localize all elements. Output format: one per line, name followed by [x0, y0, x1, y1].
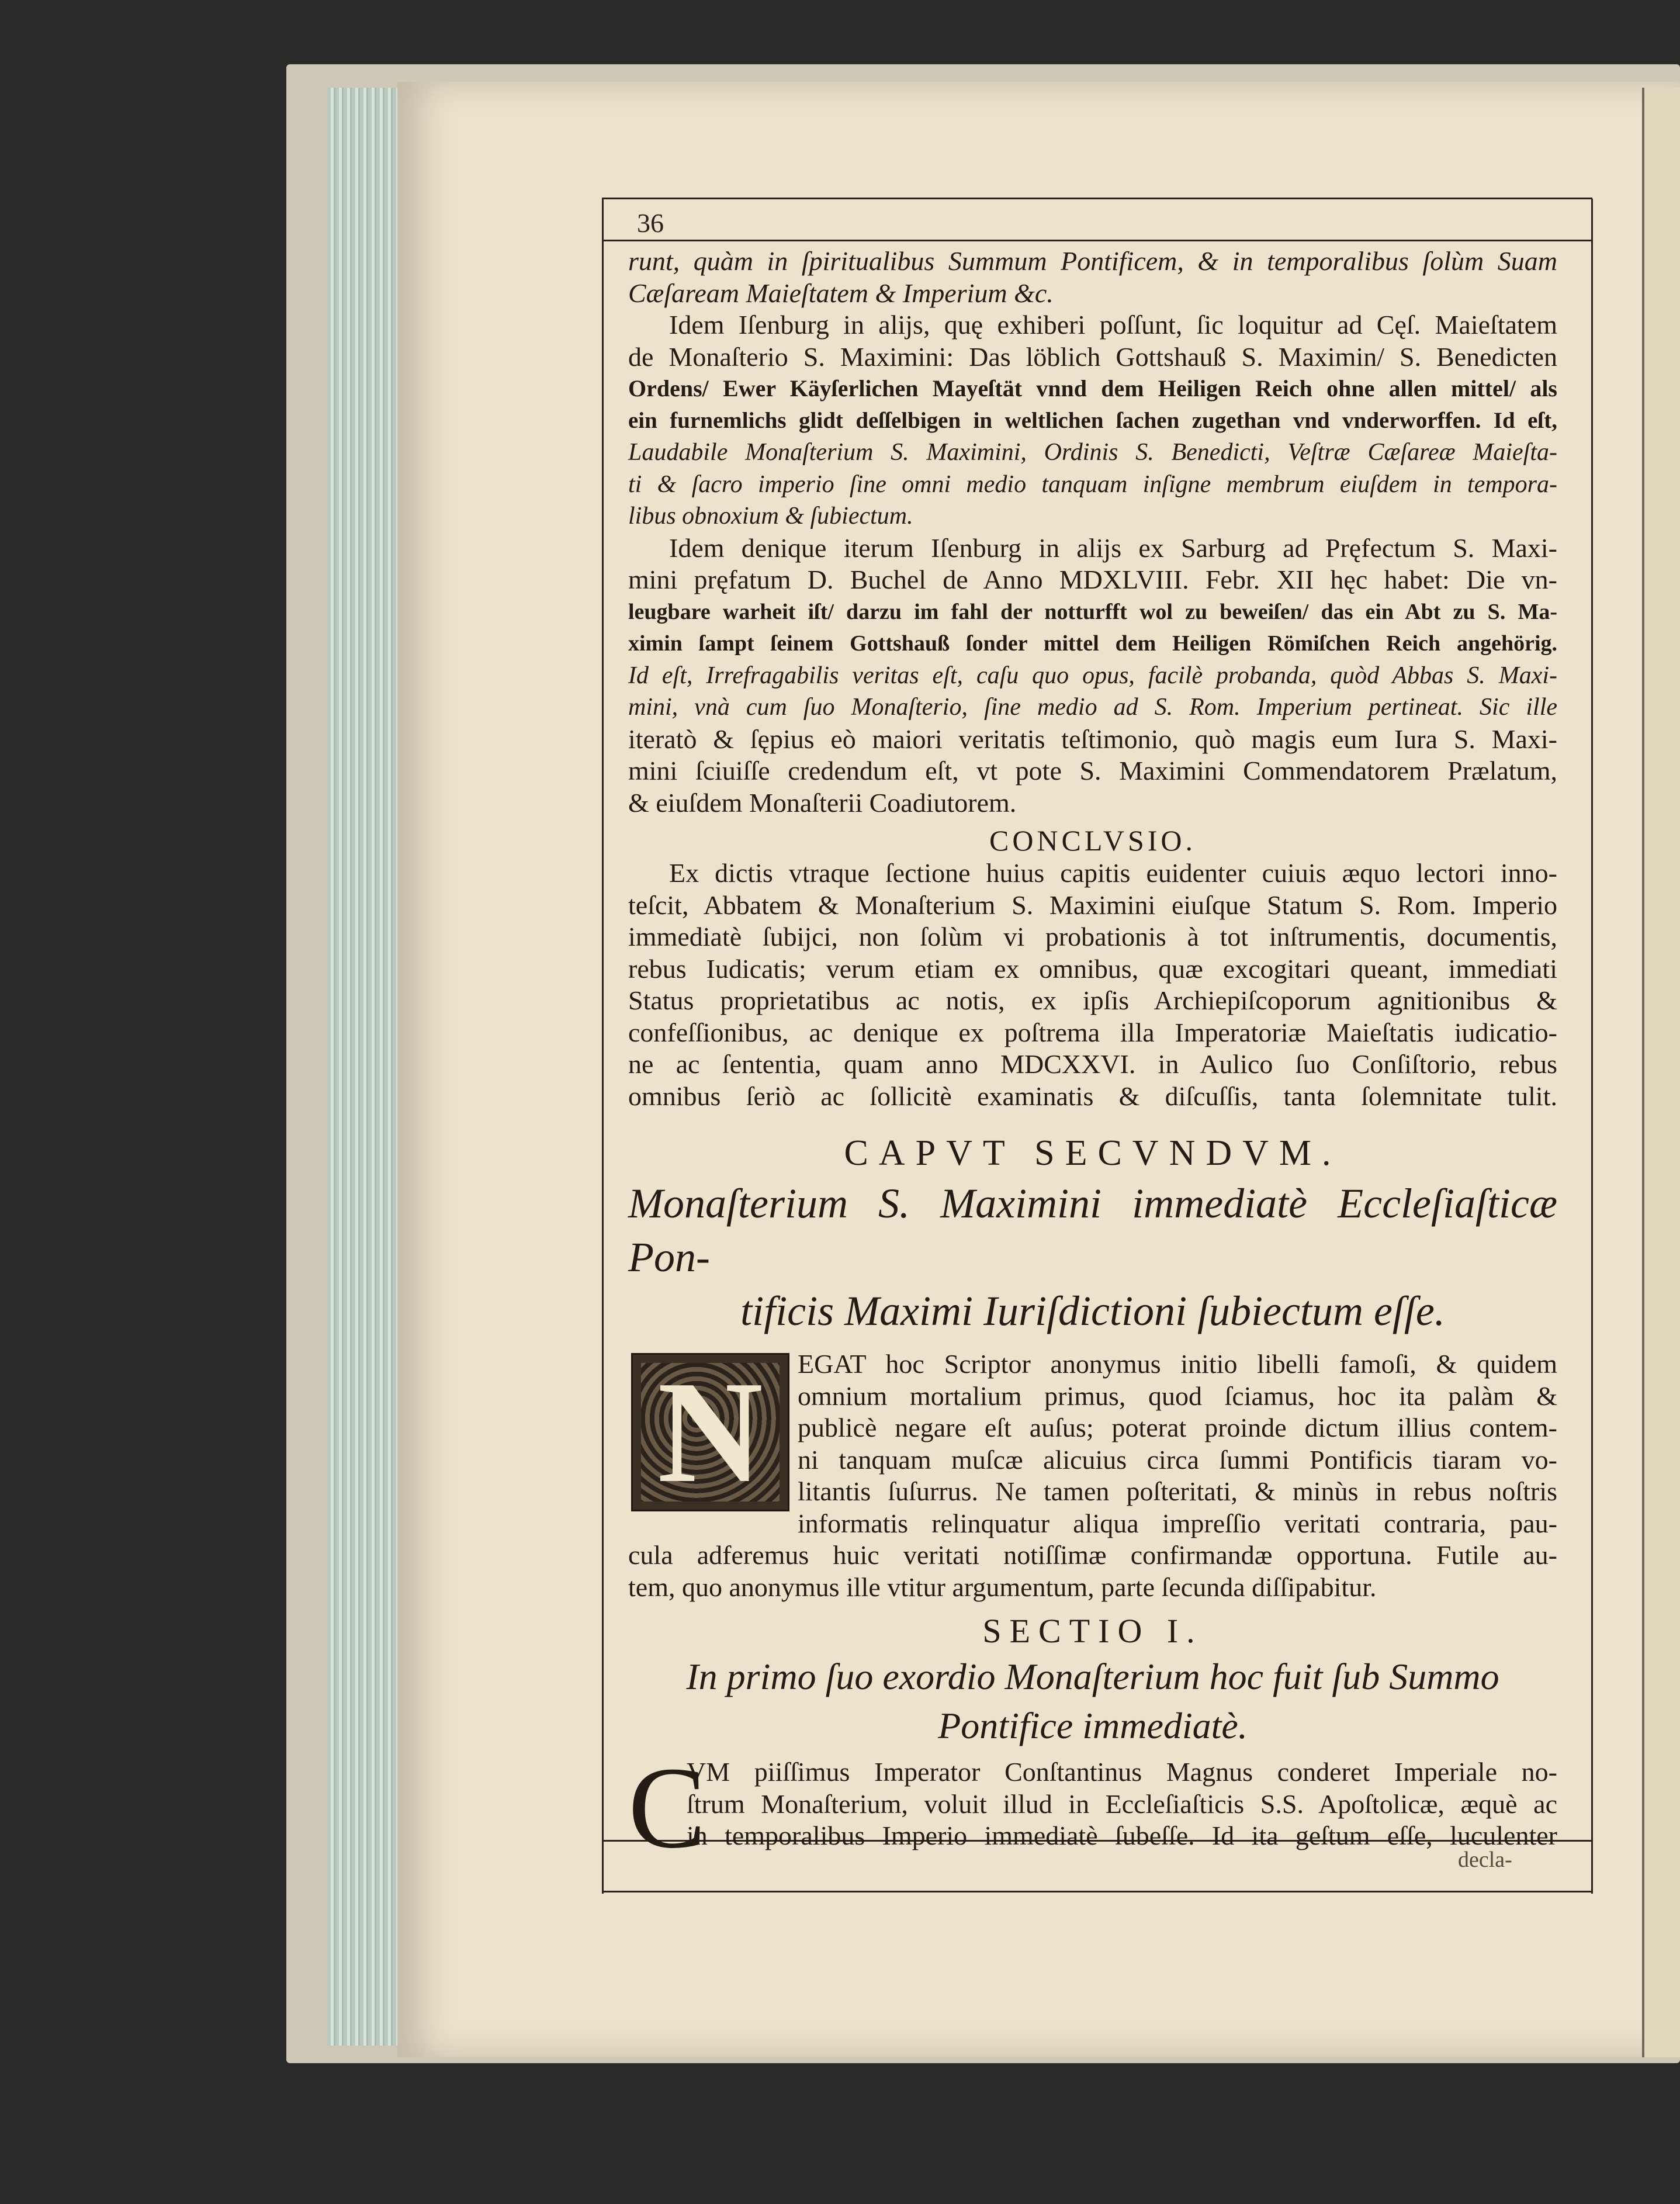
- text-line: ti & ſacro imperio ſine omni medio tanquam inſigne membrum eiuſdem in tempora-: [628, 470, 1557, 498]
- text-line: ne ac ſententia, quam anno MDCXXVI. in Aulico ſuo Conſiſtorio, rebus: [628, 1049, 1557, 1079]
- page-number: 36: [637, 208, 664, 238]
- text-line: mini, vnà cum ſuo Monaſterio, ſine medio ad S. Rom. Imperium pertineat. Sic ille: [628, 694, 1557, 721]
- text-line: Laudabile Monaſterium S. Maximini, Ordinis S. Benedicti, Veſtræ Cæſareæ Maieſta-: [628, 439, 1557, 466]
- text-line: de Monaſterio S. Maximini: Das löblich Gottshauß S. Maximin/ S. Benedicten: [628, 341, 1557, 372]
- text-line: mini pręfatum D. Buchel de Anno MDXLVIII. Febr. XII hęc habet: Die vn-: [628, 565, 1557, 594]
- caput-title-line: tificis Maximi Iuriſdictioni ſubiectum eſſe.: [740, 1288, 1445, 1334]
- text-line: Ex dictis vtraque ſectione huius capitis euidenter cuiuis æquo lectori inno-: [669, 858, 1557, 888]
- text-line: rebus Iudicatis; verum etiam ex omnibus, quæ excogitari queant, immediati: [628, 953, 1557, 984]
- facing-page-edge: [1642, 88, 1680, 2057]
- text-line: publicè negare eſt auſus; poterat proinde dictum illius contem-: [798, 1413, 1557, 1442]
- text-line: Ordens/ Ewer Käyſerlichen Mayeſtät vnnd dem Heiligen Reich ohne allen mittel/ als: [628, 375, 1557, 402]
- text-line: cula adferemus huic veritati notiſſimæ confirmandæ opportuna. Futile au-: [628, 1540, 1557, 1570]
- text-line: Idem denique iterum Iſenburg in alijs ex Sarburg ad Pręfectum S. Maxi-: [669, 532, 1557, 563]
- text-line: immediatè ſubijci, non ſolùm vi probationis à tot inſtrumentis, documentis,: [628, 922, 1557, 952]
- text-line: omnium mortalium primus, quod ſciamus, hoc ita palàm &: [798, 1380, 1557, 1411]
- text-line: leugbare warheit iſt/ darzu im fahl der notturfft wol zu beweiſen/ das ein Abt zu S. Ma-: [628, 599, 1557, 624]
- text-line: mini ſciuiſſe credendum eſt, vt pote S. Maximini Commendatorem Prælatum,: [628, 756, 1557, 786]
- text-line: Idem Iſenburg in alijs, quę exhiberi poſſunt, ſic loquitur ad Cęſ. Maieſtatem: [669, 310, 1557, 340]
- sectio-heading: SECTIO I.: [982, 1612, 1203, 1650]
- text-line: EGAT hoc Scriptor anonymus initio libelli famoſi, & quidem: [798, 1349, 1557, 1379]
- text-line: ni tanquam muſcæ alicuius circa ſummi Pontificis tiaram vo-: [798, 1444, 1557, 1475]
- frame-rule-bottom: [602, 1891, 1592, 1892]
- text-line: omnibus ſeriò ac ſollicitè examinatis & diſcuſſis, tanta ſolemnitate tulit.: [628, 1081, 1557, 1111]
- text-line: iteratò & ſępius eò maiori veritatis teſtimonio, quò magis eum Iura S. Maxi-: [628, 724, 1557, 754]
- catchword: decla-: [1458, 1847, 1512, 1872]
- sectio-title-line: Pontifice immediatè.: [938, 1705, 1248, 1746]
- drop-cap-c: C: [628, 1743, 706, 1873]
- text-line: ein furnemlichs glidt deſſelbigen in weltlichen ſachen zugethan vnd vnderworffen. Id eſt,: [628, 407, 1557, 433]
- frame-rule-top: [602, 198, 1592, 199]
- text-line: Id eſt, Irrefragabilis veritas eſt, caſu quo opus, facilè probanda, quòd Abbas S. Maxi-: [628, 662, 1557, 689]
- text-line: teſcit, Abbatem & Monaſterium S. Maximini eiuſque Statum S. Rom. Imperio: [628, 890, 1557, 920]
- negat-paragraph: [628, 1348, 1557, 1603]
- text-line: confeſſionibus, ac denique ex poſtrema illa Imperatoriæ Maieſtatis iudicatio-: [628, 1017, 1557, 1047]
- text-line: ximin ſampt ſeinem Gottshauß ſonder mittel dem Heiligen Römiſchen Reich angehörig.: [628, 631, 1557, 656]
- sectio-title-line: In primo ſuo exordio Monaſterium hoc fuit ſub Summo: [686, 1656, 1499, 1697]
- text-line: litantis ſuſurrus. Ne tamen poſteritati, & minùs in rebus noſtris: [798, 1476, 1557, 1506]
- text-line: libus obnoxium & ſubiectum.: [628, 503, 913, 530]
- text-line: runt, quàm in ſpiritualibus Summum Pontificem, & in temporalibus ſolùm Suam: [628, 246, 1557, 276]
- caput-title-line: Monaſterium S. Maximini immediatè Eccleſiaſticæ Pon-: [628, 1180, 1557, 1281]
- caput-heading: CAPVT SECVNDVM.: [844, 1133, 1342, 1173]
- text-line: Cæſaream Maieſtatem & Imperium &c.: [628, 278, 1054, 308]
- header-rule: [602, 240, 1592, 241]
- text-line: & eiuſdem Monaſterii Coadiutorem.: [628, 787, 1017, 818]
- decorated-initial-n: N: [631, 1353, 789, 1511]
- text-line: VM piiſſimus Imperator Conſtantinus Magnus conderet Imperiale no-: [687, 1757, 1557, 1787]
- conclusio-heading: CONCLVSIO.: [989, 824, 1197, 857]
- text-line: in temporalibus Imperio immediatè ſubeſſe. Id ita geſtum eſſe, luculenter: [687, 1821, 1557, 1850]
- text-line: ſtrum Monaſterium, voluit illud in Eccleſiaſticis S.S. Apoſtolicæ, æquè ac: [687, 1788, 1557, 1819]
- text-line: informatis relinquatur aliqua impreſſio veritati contraria, pau-: [798, 1508, 1557, 1538]
- text-line: tem, quo anonymus ille vtitur argumentum, parte ſecunda diſſipabitur.: [628, 1572, 1377, 1602]
- text-line: Status proprietatibus ac notis, ex ipſis Archiepiſcoporum agnitionibus &: [628, 985, 1557, 1015]
